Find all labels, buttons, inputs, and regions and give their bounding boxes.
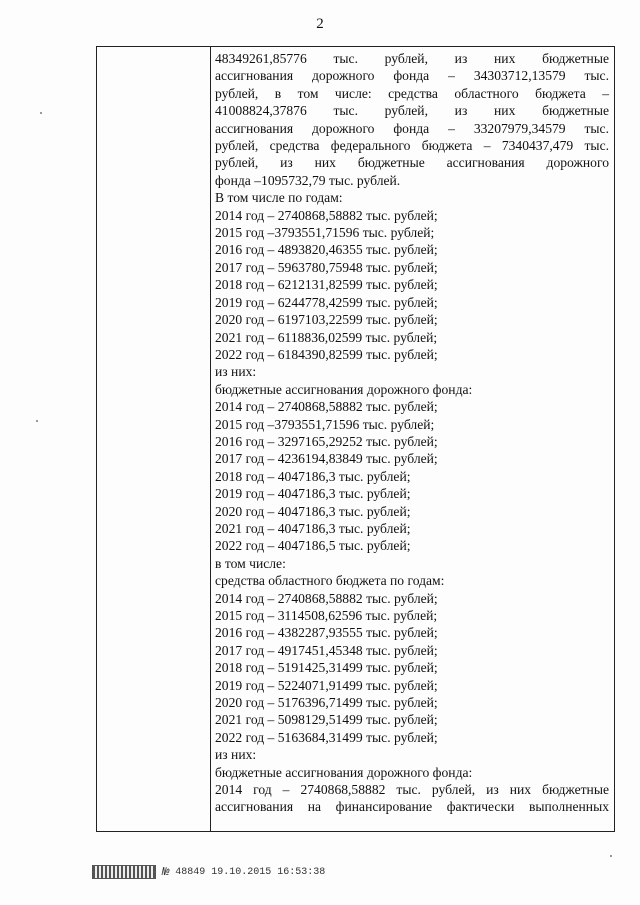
text-line: ассигнования дорожного фонда – 34303712,13579 тыс. — [215, 68, 609, 84]
registration-number: 48849 — [175, 866, 206, 878]
registration-footer — [92, 864, 325, 880]
text-line: из них: — [215, 747, 257, 763]
text-line: рублей, из них бюджетные ассигнования дорожного — [215, 155, 609, 171]
scan-speck — [36, 420, 38, 422]
text-line: 2022 год – 5163684,31499 тыс. рублей; — [215, 729, 438, 745]
barcode-stamp — [92, 865, 156, 879]
scan-speck — [610, 855, 612, 857]
text-line: 2014 год – 2740868,58882 тыс. рублей; — [215, 207, 438, 223]
text-line: 2014 год – 2740868,58882 тыс. рублей; — [215, 399, 438, 415]
text-line: 2018 год – 5191425,31499 тыс. рублей; — [215, 660, 438, 676]
text-line: 2021 год – 5098129,51499 тыс. рублей; — [215, 712, 438, 728]
text-line: 2021 год – 6118836,02599 тыс. рублей; — [215, 329, 438, 345]
text-line: 2019 год – 6244778,42599 тыс. рублей; — [215, 294, 438, 310]
table-cell-content — [215, 50, 609, 816]
text-line: 2019 год – 5224071,91499 тыс. рублей; — [215, 677, 438, 693]
text-line: 2015 год – 3114508,62596 тыс. рублей; — [215, 608, 438, 623]
scan-speck — [40, 112, 42, 114]
text-line: 48349261,85776 тыс. рублей, из них бюджетные — [215, 51, 609, 66]
text-line: рублей, в том числе: средства областного бюджета – — [215, 85, 609, 101]
column-divider — [210, 47, 211, 831]
text-line: 2017 год – 5963780,75948 тыс. рублей; — [215, 259, 438, 275]
text-line: из них: — [215, 364, 257, 380]
text-line: 2022 год – 4047186,5 тыс. рублей; — [215, 538, 411, 554]
text-line: ассигнования дорожного фонда – 33207979,34579 тыс. — [215, 120, 609, 136]
final-paragraph — [215, 781, 609, 816]
text-line: 2020 год – 4047186,3 тыс. рублей; — [215, 503, 411, 519]
document-table — [96, 46, 615, 832]
text-line: 2014 год – 2740868,58882 тыс. рублей, из них бюджетные — [215, 782, 609, 798]
text-line: 2015 год –3793551,71596 тыс. рублей; — [215, 225, 435, 241]
text-line: 2014 год – 2740868,58882 тыс. рублей; — [215, 590, 438, 606]
text-line: средства областного бюджета по годам: — [215, 573, 445, 589]
text-line: 2018 год – 4047186,3 тыс. рублей; — [215, 468, 411, 484]
text-line: 2019 год – 4047186,3 тыс. рублей; — [215, 486, 411, 502]
text-line: фонда –1095732,79 тыс. рублей. — [215, 172, 401, 188]
text-line: 2016 год – 4893820,46355 тыс. рублей; — [215, 242, 438, 258]
text-line: 2018 год – 6212131,82599 тыс. рублей; — [215, 277, 438, 293]
funding-paragraph — [215, 50, 609, 189]
text-line: рублей, средства федерального бюджета – 7340437,479 тыс. — [215, 138, 609, 154]
text-line: 41008824,37876 тыс. рублей, из них бюджетные — [215, 103, 609, 119]
text-line: 2017 год – 4236194,83849 тыс. рублей; — [215, 451, 438, 467]
text-line: в том числе: — [215, 555, 286, 571]
text-line: 2020 год – 6197103,22599 тыс. рублей; — [215, 312, 438, 328]
text-line: 2016 год – 3297165,29252 тыс. рублей; — [215, 433, 438, 449]
text-line: 2022 год – 6184390,82599 тыс. рублей; — [215, 346, 438, 362]
text-line: ассигнования на финансирование фактически выполненных — [215, 799, 609, 815]
text-line: бюджетные ассигнования дорожного фонда: — [215, 381, 473, 397]
text-line: 2016 год – 4382287,93555 тыс. рублей; — [215, 625, 438, 641]
text-line: 2020 год – 5176396,71499 тыс. рублей; — [215, 695, 438, 711]
text-line: 2017 год – 4917451,45348 тыс. рублей; — [215, 642, 438, 658]
registration-datetime: 19.10.2015 16:53:38 — [211, 866, 326, 878]
page-number: 2 — [316, 16, 324, 32]
text-line: 2021 год – 4047186,3 тыс. рублей; — [215, 520, 411, 536]
text-line: 2015 год –3793551,71596 тыс. рублей; — [215, 416, 435, 432]
number-sign-icon: № — [162, 865, 170, 879]
funding-lines — [215, 189, 609, 781]
text-line: В том числе по годам: — [215, 190, 343, 206]
text-line: бюджетные ассигнования дорожного фонда: — [215, 764, 473, 780]
